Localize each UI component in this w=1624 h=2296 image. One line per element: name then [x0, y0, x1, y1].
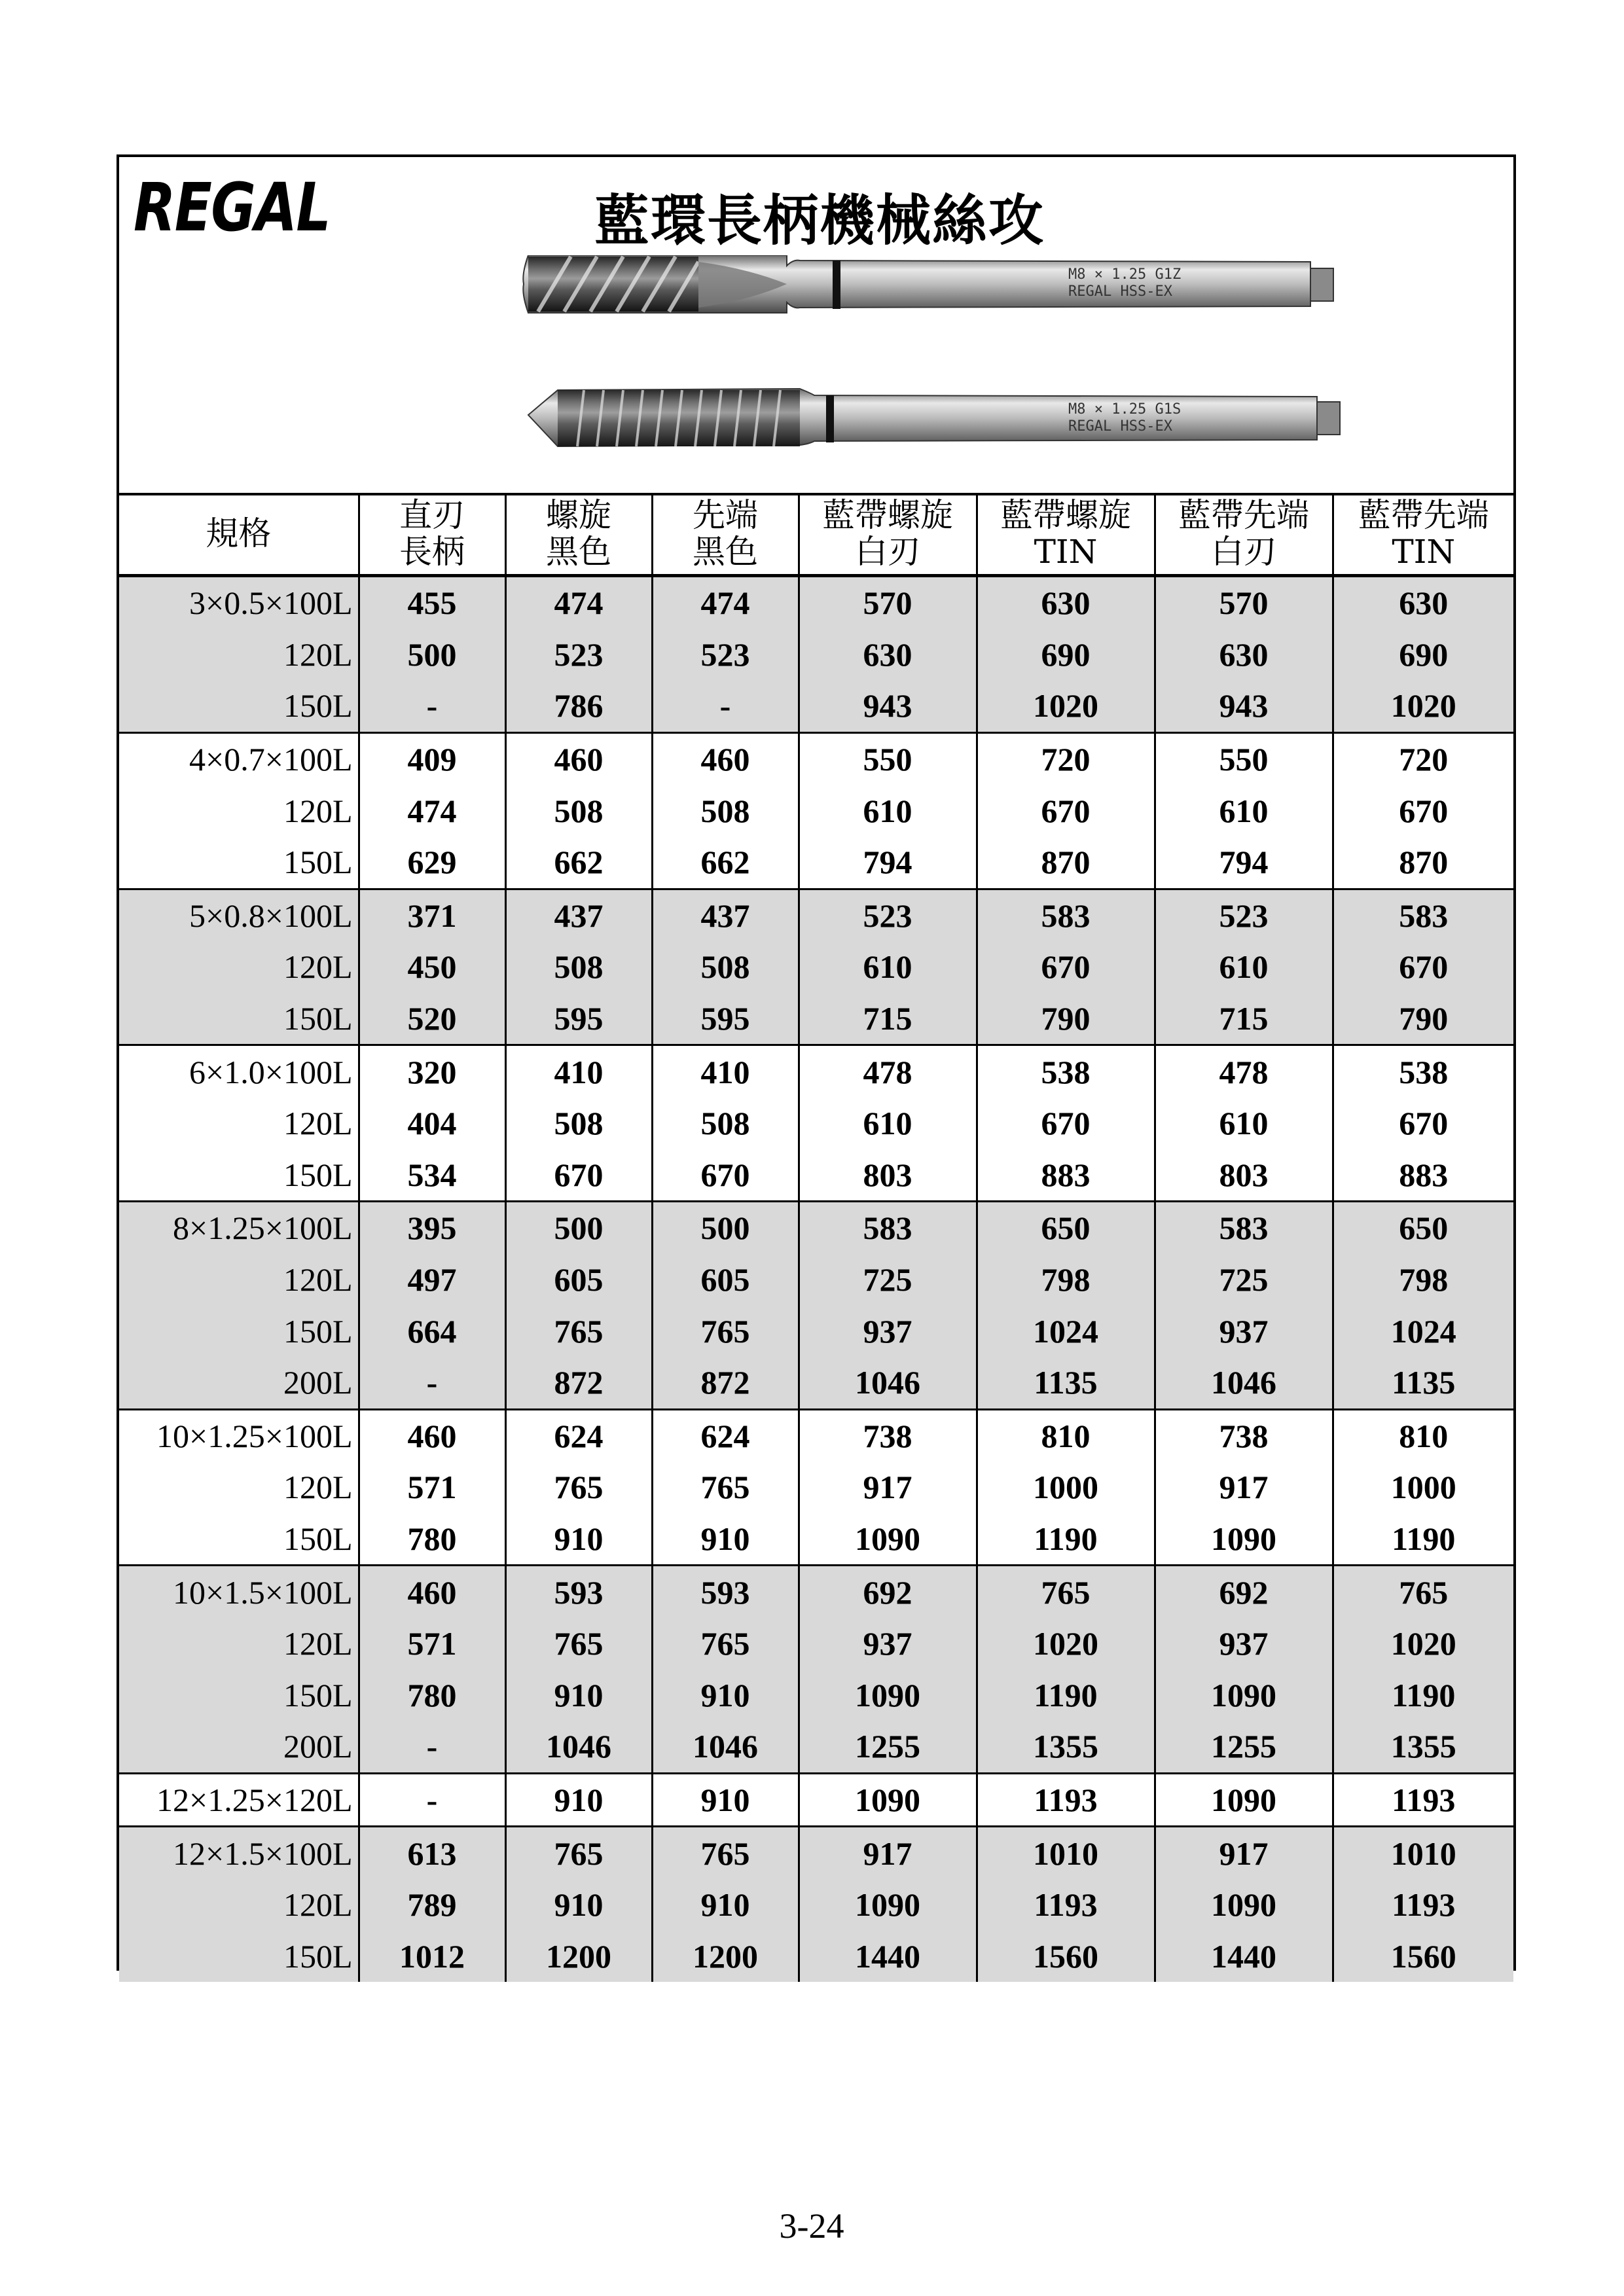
price-cell: 1010: [1333, 1827, 1513, 1879]
price-cell: 937: [799, 1618, 977, 1670]
price-cell: 870: [977, 836, 1155, 889]
price-cell: 1020: [1333, 1618, 1513, 1670]
price-cell: 455: [359, 576, 505, 629]
price-cell: 765: [505, 1827, 652, 1879]
price-cell: 872: [505, 1357, 652, 1409]
price-cell: 1010: [977, 1827, 1155, 1879]
price-cell: 789: [359, 1879, 505, 1931]
price-cell: 738: [799, 1409, 977, 1462]
table-row: [119, 1202, 1513, 1254]
price-cell: 765: [1333, 1566, 1513, 1618]
spec-cell: 10×1.5×100L: [119, 1566, 359, 1618]
spec-cell: 150L: [119, 1669, 359, 1721]
price-cell: 508: [505, 941, 652, 993]
price-cell: 910: [652, 1513, 799, 1566]
price-cell: 1190: [1333, 1513, 1513, 1566]
point-tap-marking-2: REGAL HSS-EX: [1068, 418, 1172, 435]
price-cell: 1190: [1333, 1669, 1513, 1721]
price-cell: 437: [505, 889, 652, 941]
price-cell: 765: [505, 1305, 652, 1357]
price-cell: 790: [977, 993, 1155, 1045]
price-cell: 1046: [505, 1721, 652, 1773]
header-point-black: 先端 黑色: [652, 493, 799, 576]
table-row: [119, 836, 1513, 889]
price-cell: 404: [359, 1098, 505, 1149]
price-cell: 478: [799, 1045, 977, 1098]
price-cell: 917: [1155, 1827, 1333, 1879]
price-cell: 670: [977, 941, 1155, 993]
price-cell: 1020: [977, 680, 1155, 732]
price-cell: 1090: [799, 1513, 977, 1566]
price-cell: 460: [652, 732, 799, 785]
price-cell: 593: [652, 1566, 799, 1618]
price-cell: 1090: [799, 1879, 977, 1931]
spec-cell: 5×0.8×100L: [119, 889, 359, 941]
spiral-tap-drawing: [523, 255, 1333, 313]
table-row: [119, 941, 1513, 993]
spec-cell: 200L: [119, 1721, 359, 1773]
price-cell: 450: [359, 941, 505, 993]
table-row: [119, 1098, 1513, 1149]
price-cell: 794: [799, 836, 977, 889]
price-cell: 1193: [977, 1879, 1155, 1931]
price-cell: 1090: [799, 1669, 977, 1721]
price-cell: 765: [977, 1566, 1155, 1618]
price-cell: 1046: [1155, 1357, 1333, 1409]
price-cell: 500: [652, 1202, 799, 1254]
price-cell: 670: [505, 1149, 652, 1202]
spec-cell: 120L: [119, 1254, 359, 1306]
price-cell: 1000: [977, 1462, 1155, 1513]
price-cell: 508: [652, 1098, 799, 1149]
price-cell: 630: [1333, 576, 1513, 629]
spec-cell: 150L: [283, 1156, 353, 1193]
price-cell: 650: [1333, 1202, 1513, 1254]
price-cell: 810: [977, 1409, 1155, 1462]
price-cell: 910: [505, 1773, 652, 1827]
price-cell: 508: [505, 785, 652, 836]
price-cell: 664: [359, 1305, 505, 1357]
price-cell: 523: [505, 629, 652, 681]
price-cell: 1255: [799, 1721, 977, 1773]
price-cell: 883: [1333, 1149, 1513, 1202]
price-cell: 662: [505, 836, 652, 889]
price-cell: 320: [359, 1045, 505, 1098]
price-cell: 550: [1155, 732, 1333, 785]
table-row: [119, 680, 1513, 732]
price-cell: 803: [799, 1149, 977, 1202]
spiral-tap-marking-1: M8 × 1.25 G1Z: [1068, 266, 1182, 283]
price-cell: 910: [652, 1773, 799, 1827]
price-cell: 610: [799, 785, 977, 836]
price-cell: 780: [359, 1513, 505, 1566]
price-cell: 523: [799, 889, 977, 941]
price-cell: 1024: [977, 1305, 1155, 1357]
price-cell: 460: [359, 1409, 505, 1462]
price-cell: 765: [652, 1618, 799, 1670]
price-cell: 550: [799, 732, 977, 785]
price-cell: 1090: [1155, 1773, 1333, 1827]
table-row: [119, 889, 1513, 941]
price-cell: 593: [505, 1566, 652, 1618]
price-cell: 1190: [977, 1513, 1155, 1566]
price-cell: 478: [1155, 1045, 1333, 1098]
price-cell: 474: [359, 785, 505, 836]
price-cell: 690: [977, 629, 1155, 681]
spiral-tap-marking-2: REGAL HSS-EX: [1068, 283, 1172, 300]
price-cell: 497: [359, 1254, 505, 1306]
table-row: [119, 1827, 1513, 1879]
table-row: [119, 1045, 1513, 1098]
page-title: 藍環長柄機械絲攻: [594, 188, 1045, 253]
spec-cell: 120L: [119, 941, 359, 993]
price-cell: 410: [652, 1045, 799, 1098]
price-cell: 937: [799, 1305, 977, 1357]
price-cell: 917: [1155, 1462, 1333, 1513]
price-cell: 595: [505, 993, 652, 1045]
price-cell: 720: [977, 732, 1155, 785]
price-cell: 715: [1155, 993, 1333, 1045]
table-row: [119, 1566, 1513, 1618]
spec-cell: 4×0.7×100L: [119, 732, 359, 785]
brand-logo: REGAL: [134, 169, 331, 247]
table-row: [119, 1669, 1513, 1721]
price-cell: 605: [505, 1254, 652, 1306]
price-cell: 883: [977, 1149, 1155, 1202]
header-spec: 規格: [119, 493, 359, 576]
price-cell: 670: [1333, 1098, 1513, 1149]
price-cell: 1012: [359, 1930, 505, 1982]
price-cell: 1090: [1155, 1669, 1333, 1721]
price-cell: 1560: [1333, 1930, 1513, 1982]
price-cell: 1020: [977, 1618, 1155, 1670]
price-cell: 917: [799, 1462, 977, 1513]
price-cell: 798: [1333, 1254, 1513, 1306]
price-cell: 583: [977, 889, 1155, 941]
price-cell: 630: [977, 576, 1155, 629]
price-cell: 409: [359, 732, 505, 785]
table-row: [119, 785, 1513, 836]
spec-cell: 6×1.0×100L: [119, 1045, 359, 1098]
spec-cell: 120L: [283, 792, 353, 829]
price-cell: 790: [1333, 993, 1513, 1045]
price-cell: 1135: [977, 1357, 1155, 1409]
price-cell: 460: [359, 1566, 505, 1618]
price-cell: 460: [505, 732, 652, 785]
price-cell: 650: [977, 1202, 1155, 1254]
price-cell: 798: [977, 1254, 1155, 1306]
price-cell: 943: [799, 680, 977, 732]
price-cell: 500: [505, 1202, 652, 1254]
price-cell: 1440: [1155, 1930, 1333, 1982]
price-cell: 570: [1155, 576, 1333, 629]
price-cell: 571: [359, 1618, 505, 1670]
price-cell: 1090: [1155, 1879, 1333, 1931]
header-spiral-black: 螺旋 黑色: [505, 493, 652, 576]
price-cell: 1193: [977, 1773, 1155, 1827]
spec-cell: 8×1.25×100L: [119, 1202, 359, 1254]
price-cell: 720: [1333, 732, 1513, 785]
price-cell: 1193: [1333, 1879, 1513, 1931]
price-cell: 1046: [652, 1721, 799, 1773]
price-cell: 1000: [1333, 1462, 1513, 1513]
table-row: [119, 1721, 1513, 1773]
table-row: [119, 629, 1513, 681]
price-cell: 474: [505, 576, 652, 629]
table-row: [119, 993, 1513, 1045]
table-row: [119, 1513, 1513, 1566]
table-row: [119, 1930, 1513, 1982]
price-cell: 508: [652, 941, 799, 993]
spec-cell: 12×1.25×120L: [119, 1773, 359, 1827]
price-cell: 725: [1155, 1254, 1333, 1306]
price-cell: 910: [505, 1513, 652, 1566]
spec-cell: 150L: [119, 993, 359, 1045]
price-cell: 872: [652, 1357, 799, 1409]
price-cell: 523: [1155, 889, 1333, 941]
price-cell: 523: [652, 629, 799, 681]
price-cell: 520: [359, 993, 505, 1045]
price-cell: 1200: [505, 1930, 652, 1982]
page-number: 3-24: [779, 2206, 844, 2246]
table-row: [119, 1773, 1513, 1827]
price-cell: 395: [359, 1202, 505, 1254]
point-tap-marking-1: M8 × 1.25 G1S: [1068, 401, 1182, 418]
price-cell: 610: [1155, 785, 1333, 836]
price-cell: 786: [505, 680, 652, 732]
price-cell: 410: [505, 1045, 652, 1098]
tap-product-image: [407, 255, 1350, 471]
price-cell: 371: [359, 889, 505, 941]
price-cell: -: [652, 680, 799, 732]
table-row: [119, 1305, 1513, 1357]
price-cell: 794: [1155, 836, 1333, 889]
price-cell: 508: [652, 785, 799, 836]
table-body: [119, 576, 1513, 1982]
price-cell: 1090: [1155, 1513, 1333, 1566]
price-cell: 917: [799, 1827, 977, 1879]
price-cell: 765: [505, 1462, 652, 1513]
table-header-row: [119, 493, 1513, 576]
table-row: [119, 1357, 1513, 1409]
price-cell: 715: [799, 993, 977, 1045]
table-row: [119, 732, 1513, 785]
price-cell: 538: [977, 1045, 1155, 1098]
price-cell: 570: [799, 576, 977, 629]
price-cell: 1193: [1333, 1773, 1513, 1827]
price-cell: 1255: [1155, 1721, 1333, 1773]
spec-cell: 150L: [119, 1930, 359, 1982]
spec-cell: 120L: [283, 1469, 353, 1506]
price-cell: 670: [977, 785, 1155, 836]
price-cell: 765: [505, 1618, 652, 1670]
price-cell: 662: [652, 836, 799, 889]
price-cell: 910: [505, 1669, 652, 1721]
price-cell: 670: [1333, 941, 1513, 993]
price-cell: -: [359, 680, 505, 732]
price-cell: 1135: [1333, 1357, 1513, 1409]
price-cell: 534: [359, 1149, 505, 1202]
table-row: [119, 1618, 1513, 1670]
price-cell: 692: [1155, 1566, 1333, 1618]
spec-cell: 120L: [283, 1105, 353, 1142]
spec-cell: 150L: [119, 680, 359, 732]
spec-cell: 200L: [119, 1357, 359, 1409]
price-cell: 765: [652, 1462, 799, 1513]
price-cell: 610: [1155, 1098, 1333, 1149]
price-cell: 474: [652, 576, 799, 629]
price-cell: 605: [652, 1254, 799, 1306]
price-cell: 1090: [799, 1773, 977, 1827]
price-cell: 1046: [799, 1357, 977, 1409]
price-cell: 670: [977, 1098, 1155, 1149]
price-cell: 670: [652, 1149, 799, 1202]
spec-cell: 10×1.25×100L: [119, 1409, 359, 1462]
price-cell: 937: [1155, 1618, 1333, 1670]
price-cell: 630: [799, 629, 977, 681]
price-cell: -: [359, 1773, 505, 1827]
price-cell: 810: [1333, 1409, 1513, 1462]
table-row: [119, 1462, 1513, 1513]
price-cell: 437: [652, 889, 799, 941]
price-cell: 765: [652, 1305, 799, 1357]
price-cell: -: [359, 1721, 505, 1773]
table-row: [119, 1879, 1513, 1931]
price-cell: 1440: [799, 1930, 977, 1982]
price-cell: 595: [652, 993, 799, 1045]
price-cell: -: [359, 1357, 505, 1409]
price-cell: 910: [652, 1879, 799, 1931]
price-cell: 1024: [1333, 1305, 1513, 1357]
price-cell: 583: [1333, 889, 1513, 941]
price-cell: 508: [505, 1098, 652, 1149]
price-cell: 943: [1155, 680, 1333, 732]
price-cell: 692: [799, 1566, 977, 1618]
table-row: [119, 1254, 1513, 1306]
price-cell: 610: [1155, 941, 1333, 993]
spec-cell: 150L: [283, 844, 353, 881]
price-cell: 624: [505, 1409, 652, 1462]
price-cell: 571: [359, 1462, 505, 1513]
price-cell: 1355: [1333, 1721, 1513, 1773]
price-cell: 1200: [652, 1930, 799, 1982]
point-tap-drawing: [528, 389, 1340, 446]
price-cell: 910: [505, 1879, 652, 1931]
price-cell: 500: [359, 629, 505, 681]
price-cell: 725: [799, 1254, 977, 1306]
price-cell: 630: [1155, 629, 1333, 681]
price-cell: 624: [652, 1409, 799, 1462]
price-cell: 765: [652, 1827, 799, 1879]
price-cell: 1560: [977, 1930, 1155, 1982]
price-cell: 738: [1155, 1409, 1333, 1462]
header-blue-spiral-bright: 藍帶螺旋 白刃: [799, 493, 977, 576]
price-cell: 910: [652, 1669, 799, 1721]
header-box: [119, 157, 1513, 495]
table-row: [119, 1409, 1513, 1462]
price-cell: 870: [1333, 836, 1513, 889]
price-cell: 1355: [977, 1721, 1155, 1773]
table-row: [119, 1149, 1513, 1202]
price-cell: 690: [1333, 629, 1513, 681]
catalog-frame: [117, 154, 1516, 1975]
price-cell: 613: [359, 1827, 505, 1879]
price-cell: 937: [1155, 1305, 1333, 1357]
price-cell: 629: [359, 836, 505, 889]
table-row: [119, 576, 1513, 629]
spec-cell: 120L: [119, 629, 359, 681]
price-cell: 583: [1155, 1202, 1333, 1254]
price-cell: 780: [359, 1669, 505, 1721]
price-cell: 1190: [977, 1669, 1155, 1721]
spec-cell: 3×0.5×100L: [119, 576, 359, 629]
spec-cell: 120L: [119, 1879, 359, 1931]
header-blue-point-tin: 藍帶先端 TIN: [1333, 493, 1513, 576]
price-cell: 610: [799, 1098, 977, 1149]
price-cell: 1020: [1333, 680, 1513, 732]
price-cell: 803: [1155, 1149, 1333, 1202]
header-straight-long: 直刃 長柄: [359, 493, 505, 576]
price-cell: 538: [1333, 1045, 1513, 1098]
spec-cell: 12×1.5×100L: [119, 1827, 359, 1879]
price-cell: 670: [1333, 785, 1513, 836]
spec-cell: 150L: [119, 1305, 359, 1357]
price-table: [119, 493, 1513, 1982]
price-cell: 583: [799, 1202, 977, 1254]
header-blue-point-bright: 藍帶先端 白刃: [1155, 493, 1333, 576]
price-cell: 610: [799, 941, 977, 993]
spec-cell: 150L: [283, 1520, 353, 1557]
header-blue-spiral-tin: 藍帶螺旋 TIN: [977, 493, 1155, 576]
spec-cell: 120L: [119, 1618, 359, 1670]
